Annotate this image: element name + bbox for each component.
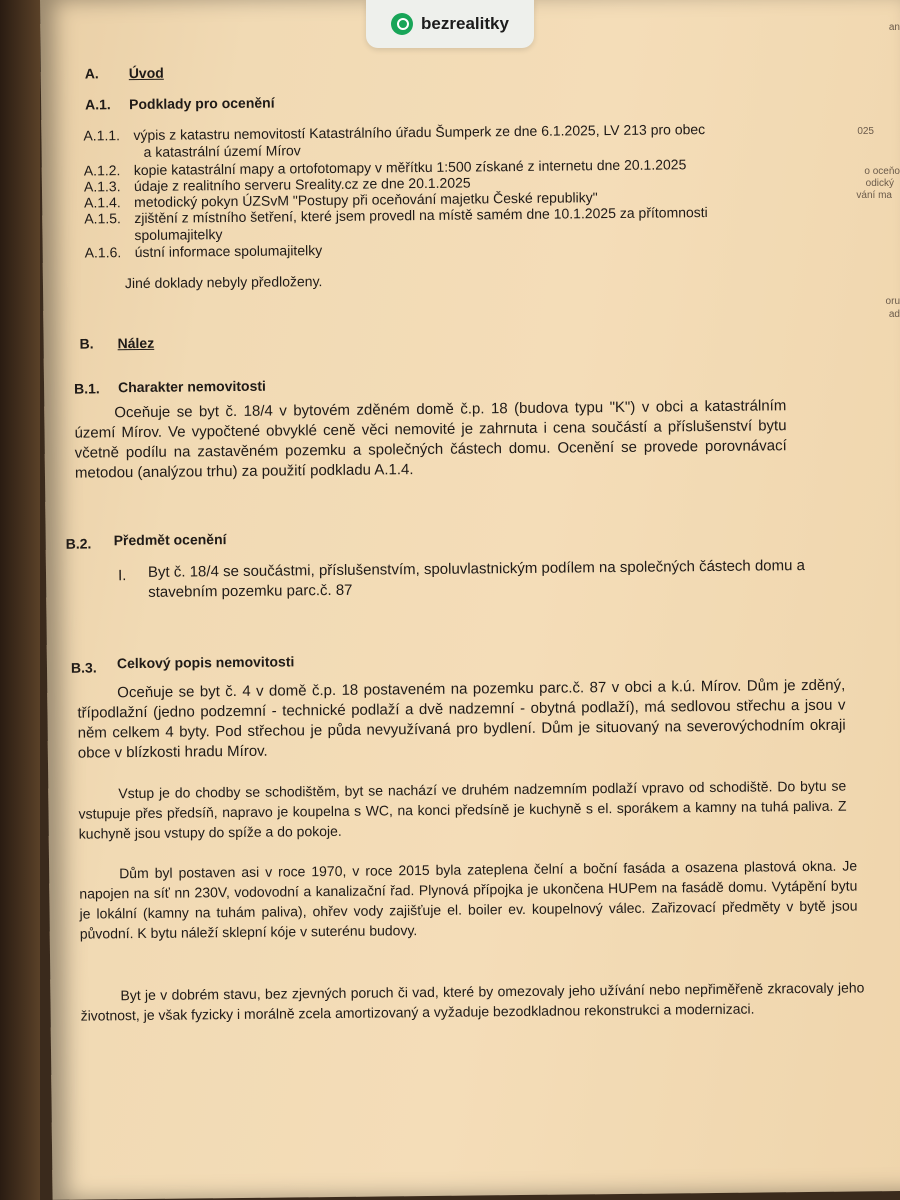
section-b2-text: Byt č. 18/4 se součástmi, příslušenstvím, spoluvlastnickým podílem na společných částech domu a stavebním pozemku parc.č. 87 — [147, 557, 806, 601]
list-item-continuation: a katastrální území Mírov — [143, 142, 301, 160]
list-item-text: výpis z katastru nemovitostí Katastrálního úřadu Šumperk ze dne 6.1.2025, LV 213 pro obec — [133, 121, 706, 144]
book-gutter — [0, 0, 40, 1200]
edge-text: odický — [865, 178, 894, 189]
section-a1-number: A.1. — [85, 96, 111, 113]
list-item-number: A.1.1. — [83, 127, 121, 144]
list-item-text: údaje z realitního serveru Sreality.cz ze dne 20.1.2025 — [133, 174, 471, 195]
section-a1-title: Podklady pro ocenění — [129, 94, 275, 113]
list-item-text: kopie katastrální mapy a ortofotomapy v měřítku 1:500 získané z internetu dne 20.1.2025 — [133, 156, 687, 179]
edge-text: oru — [885, 296, 900, 307]
section-a-letter: A. — [84, 65, 99, 82]
document-page — [40, 0, 900, 1200]
section-b1-title: Charakter nemovitosti — [117, 377, 266, 396]
edge-text: 025 — [857, 126, 874, 137]
list-item-number: A.1.5. — [84, 210, 121, 227]
section-b3-number: B.3. — [70, 659, 97, 676]
list-item-number: A.1.4. — [84, 194, 121, 211]
section-b1-text: Oceňuje se byt č. 18/4 v bytovém zděném domě č.p. 18 (budova typu "K") v obci a katastrálním území Mírov. Ve vypočtené obvyklé ceně věci nemovité je zahrnuta i cena součástí a příslušenství bytu včetně podílu na zastavěném pozemku a společných částech domu. Ocenění se provede porovnávací metodou (analýzou trhu) za použití podkladu A.1.4. — [74, 397, 787, 482]
section-b-letter: B. — [79, 335, 94, 352]
section-b2-title: Předmět ocenění — [113, 531, 227, 549]
section-b3-title: Celkový popis nemovitosti — [116, 653, 295, 672]
list-item-text: metodický pokyn ÚZSvM "Postupy při oceňování majetku České republiky" — [134, 189, 598, 211]
map-pin-icon — [391, 13, 413, 35]
list-item-text: ústní informace spolumajitelky — [134, 242, 323, 261]
section-b2-number: B.2. — [65, 535, 92, 552]
list-item-text: zjištění z místního šetření, které jsem provedl na místě samém dne 10.1.2025 za přítomnosti — [134, 204, 708, 227]
section-b3-paragraph: Vstup je do chodby se schodištěm, byt se nachází ve druhém nadzemním podlaží vpravo od schodiště. Do bytu se vstupuje přes předsíň, napravo je koupelna s WC, na konci předsíně je kuchyně s el. sporákem a kamny na tuhá paliva. Z kuchyně jsou vstupy do spíže a do pokoje. — [78, 777, 847, 842]
section-b1-number: B.1. — [73, 380, 100, 397]
list-item-number: A.1.6. — [84, 244, 122, 261]
list-item-continuation: spolumajitelky — [134, 226, 223, 244]
section-b-title: Nález — [117, 334, 155, 352]
section-b3-paragraph: Byt je v dobrém stavu, bez zjevných poruch či vad, které by omezovaly jeho užívání nebo nepřiměřeně zkracovaly jeho životnost, je však fyzicky i morálně zcela amortizovaný a vyžaduje bezodkladnou rekonstrukci a modernizaci. — [80, 979, 865, 1024]
section-b3-paragraph: Dům byl postaven asi v roce 1970, v roce 2015 byla zateplena čelní a boční fasáda a osazena plastová okna. Je napojen na síť nn 230V, vodovodní a kanalizační řad. Plynová přípojka je ukončena HUPem na fasádě domu. Vytápění bytu je lokální (kamny na tuhám paliva), ohřev vody zajišťuje el. boiler ev. koupelnový válec. Zařizovací předměty v bytě jsou původní. K bytu náleží sklepní kóje v suterénu budovy. — [79, 857, 858, 942]
section-a-title: Úvod — [128, 64, 164, 82]
edge-text: vání ma — [856, 190, 892, 201]
edge-text: an — [888, 22, 900, 33]
brand-name: bezrealitky — [421, 14, 509, 33]
section-b2-roman: I. — [117, 567, 127, 585]
section-b3-paragraph: Oceňuje se byt č. 4 v domě č.p. 18 postaveném na pozemku parc.č. 87 v obci a k.ú. Mírov. Dům je zděný, třípodlažní (jedno podzemní - technické podlaží a dvě nadzemní - obytná podlaží), má sedlovou střechu a jsou v něm celkem 4 byty. Pod střechou je půda nevyužívaná pro bydlení. Dům je situovaný na severovýchodním okraji obce v blízkosti hradu Mírov. — [77, 676, 846, 762]
brand-logo — [366, 0, 534, 48]
edge-text: o oceňo — [864, 166, 900, 177]
edge-text: ad — [888, 309, 900, 320]
list-item-number: A.1.3. — [83, 178, 121, 195]
sources-note: Jiné doklady nebyly předloženy. — [124, 273, 323, 292]
list-item-number: A.1.2. — [83, 162, 121, 179]
